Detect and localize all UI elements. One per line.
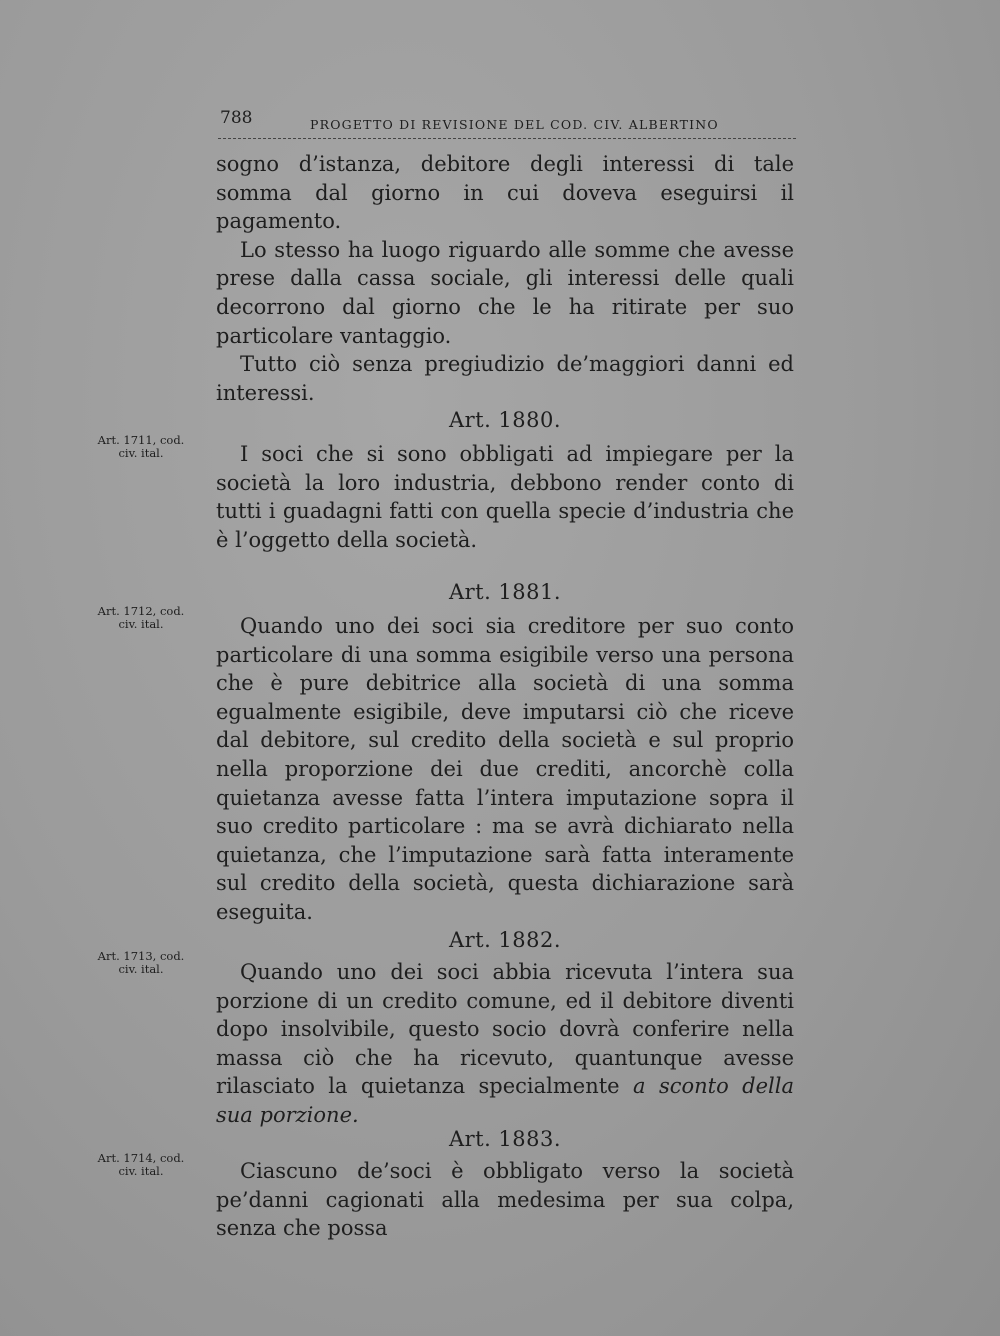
article-1882-body bbox=[216, 958, 794, 1130]
article-1883-text: Ciascuno de’soci è obbligato verso la società pe’danni cagionati alla medesima per sua colpa, senza che possa bbox=[216, 1159, 794, 1241]
margin-note-line: Art. 1711, cod. bbox=[97, 433, 185, 447]
intro-paragraph-2: Lo stesso ha luogo riguardo alle somme che avesse prese dalla cassa sociale, gli interessi delle quali decorrono dal giorno che le ha ritirate per suo particolare vantaggio. bbox=[216, 237, 794, 348]
article-1881-heading: Art. 1881. bbox=[448, 580, 562, 604]
page-number: 788 bbox=[220, 108, 253, 128]
article-1880-body bbox=[216, 440, 794, 554]
margin-note-line: civ. ital. bbox=[118, 961, 164, 976]
intro-paragraph-3: Tutto ciò senza pregiudizio de’maggiori danni ed interessi. bbox=[216, 352, 794, 405]
running-head bbox=[218, 104, 796, 139]
article-1882-text-roman: Quando uno dei soci abbia ricevuta l’intera sua porzione di un credito comune, ed il debitore diventi dopo insolvibile, questo socio dovrà conferire nella massa ciò che ha ricevuto, quantunque avesse rilasciato la quietanza specialmente bbox=[216, 960, 794, 1099]
article-1883-body bbox=[216, 1157, 794, 1243]
article-1880-heading: Art. 1880. bbox=[448, 408, 562, 432]
margin-note-line: civ. ital. bbox=[118, 1163, 164, 1178]
article-1881-text: Quando uno dei soci sia creditore per suo conto particolare di una somma esigibile verso una persona che è pure debitrice alla società di una somma egualmente esigibile, deve imputarsi ciò che riceve dal debitore, sul credito della società e sul proprio nella proporzione dei due crediti, ancorchè colla quietanza avesse fatta l’intera imputazione sopra il suo credito particolare : ma se avrà dichiarato nella quietanza, che l’imputazione sarà fatta interamente sul credito della società, questa dichiarazione sarà eseguita. bbox=[216, 614, 794, 924]
article-1880-text: I soci che si sono obbligati ad impiegare per la società la loro industria, debbono render conto di tutti i guadagni fatti con quella specie d’industria che è l’oggetto della società. bbox=[216, 442, 794, 552]
intro-paragraph-1: sogno d’istanza, debitore degli interessi di tale somma dal giorno in cui doveva eseguirsi il pagamento. bbox=[216, 152, 794, 234]
article-1883-heading: Art. 1883. bbox=[448, 1127, 562, 1151]
running-title: PROGETTO DI REVISIONE DEL COD. CIV. ALBERTINO bbox=[310, 117, 719, 132]
article-1881-body bbox=[216, 612, 794, 927]
margin-note-line: Art. 1712, cod. bbox=[97, 604, 185, 618]
article-1882-heading: Art. 1882. bbox=[448, 928, 562, 952]
article-1882-margin-note bbox=[84, 950, 198, 975]
article-1882-text bbox=[216, 958, 794, 1130]
margin-note-line: civ. ital. bbox=[118, 616, 164, 631]
article-1880-margin-note bbox=[84, 434, 198, 459]
article-1883-margin-note bbox=[84, 1152, 198, 1177]
margin-note-line: Art. 1714, cod. bbox=[97, 1151, 185, 1165]
article-1881-margin-note bbox=[84, 605, 198, 630]
article-1882-text-italic: a sconto della sua porzione. bbox=[216, 1074, 794, 1127]
margin-note-line: civ. ital. bbox=[118, 445, 164, 460]
intro-continuation bbox=[216, 150, 794, 407]
margin-note-line: Art. 1713, cod. bbox=[97, 949, 185, 963]
